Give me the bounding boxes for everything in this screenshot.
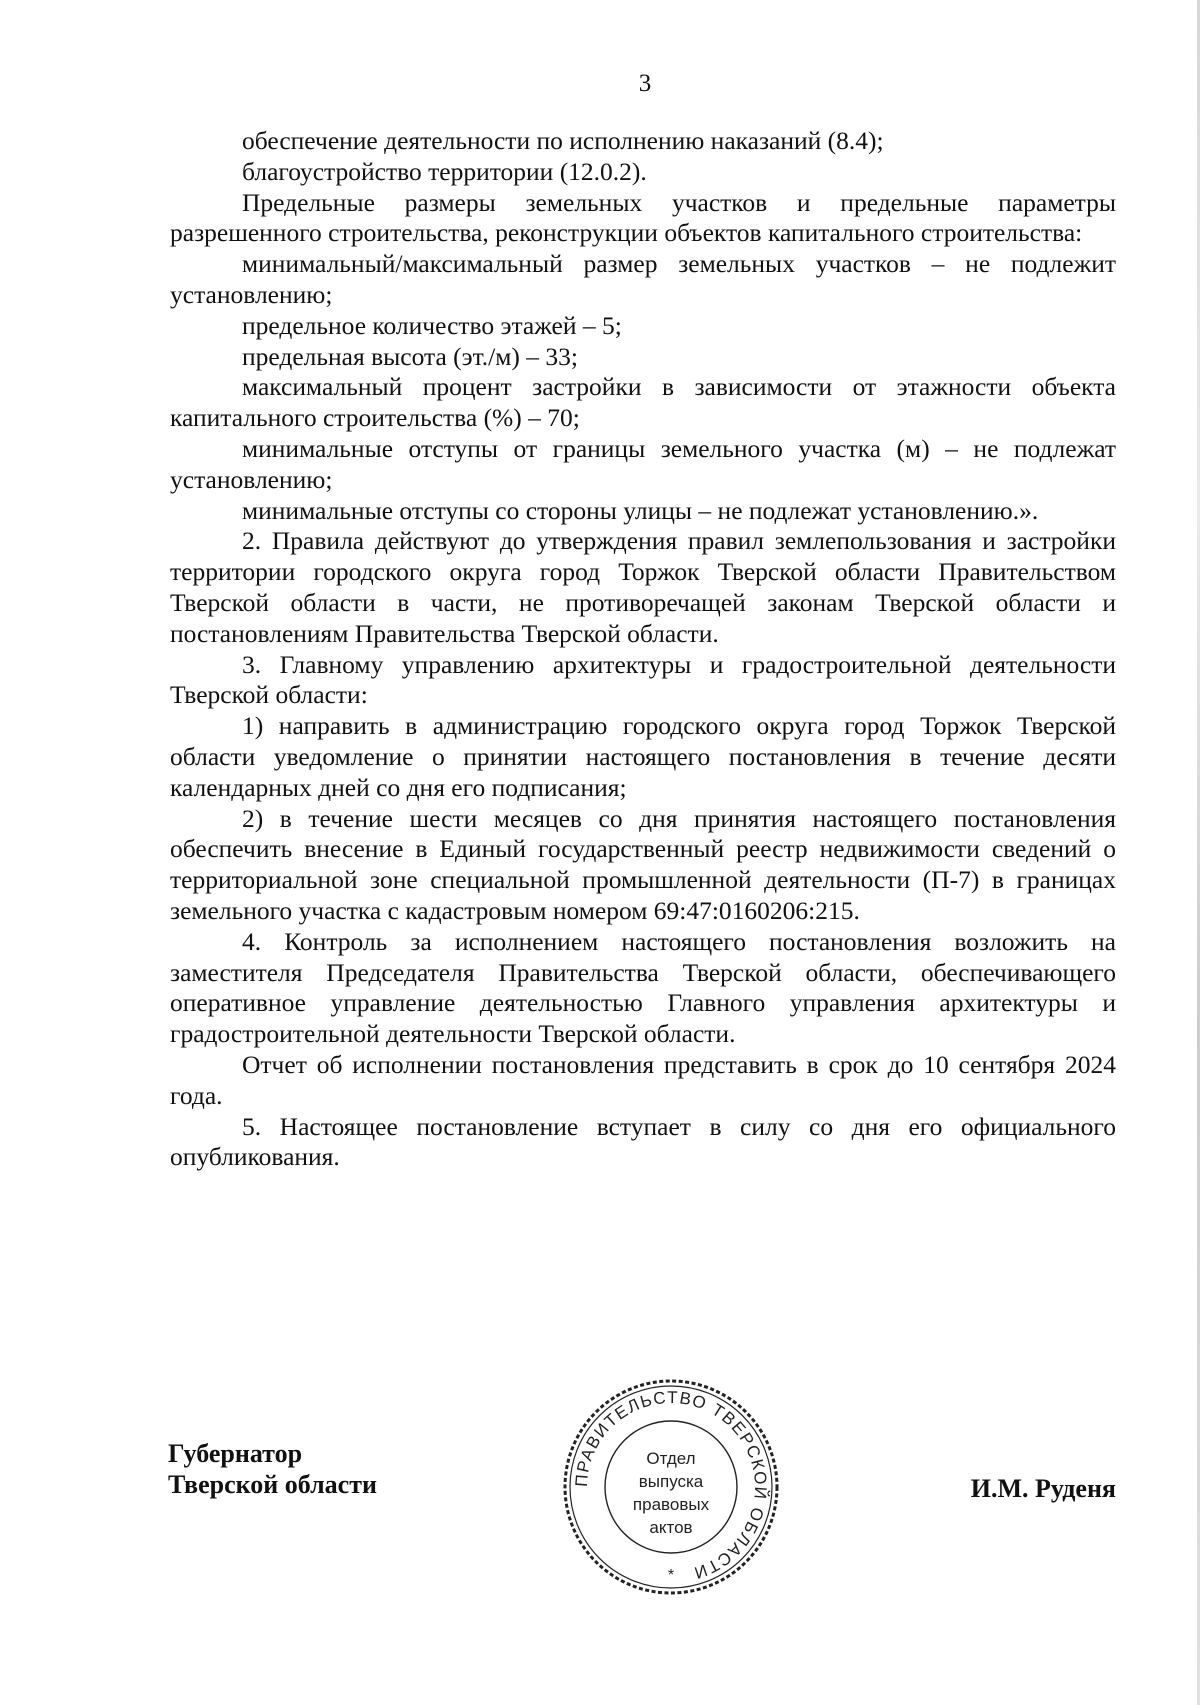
- paragraph-10: 2. Правила действуют до утверждения правил землепользования и застройки территории городского округа город Торжок Тверской области Правительством Тверской области в части, не противоречащей законам Тверской области и постановлениям Правительства Тверской области.: [170, 526, 1116, 648]
- paragraph-1: обеспечение деятельности по исполнению наказаний (8.4);: [242, 126, 884, 155]
- paragraph-4: минимальный/максимальный размер земельных участков – не подлежит установлению;: [170, 249, 1116, 309]
- signatory-position-line-2: Тверской области: [168, 1470, 377, 1499]
- paragraph-3: Предельные размеры земельных участков и предельные параметры разрешенного строительства, реконструкции объектов капитального строительства:: [170, 187, 1116, 248]
- stamp-center-line-3: правовых: [632, 1495, 710, 1514]
- signatory-name: И.М. Руденя: [970, 1474, 1116, 1503]
- paragraph-5: предельное количество этажей – 5;: [242, 310, 622, 340]
- paragraph-14: 4. Контроль за исполнением настоящего постановления возложить на заместителя Председателя Правительства Тверской области, обеспечивающего оперативное управление деятельностью Главного управления архитектуры и градостроительной деятельности Тверской области.: [170, 926, 1116, 1049]
- paragraph-2: благоустройство территории (12.0.2).: [242, 156, 647, 186]
- stamp-center-line-2: выпуска: [638, 1472, 704, 1491]
- paragraph-16: 5. Настоящее постановление вступает в силу со дня его официального опубликования.: [170, 1111, 1116, 1172]
- paragraph-11: 3. Главному управлению архитектуры и градостроительной деятельности Тверской области:: [170, 649, 1116, 710]
- paragraph-7: максимальный процент застройки в зависимости от этажности объекта капитального строительства (%) – 70;: [170, 372, 1116, 433]
- paragraph-9: минимальные отступы со стороны улицы – не подлежат установлению.».: [242, 495, 1039, 525]
- paragraph-6: предельная высота (эт./м) – 33;: [242, 341, 578, 371]
- stamp-center-line-1: Отдел: [646, 1449, 696, 1468]
- stamp-center-line-4: актов: [649, 1518, 693, 1537]
- document-body: [170, 126, 1116, 1173]
- signatory-position: [168, 1438, 377, 1500]
- signatory-position-line-1: Губернатор: [168, 1439, 303, 1468]
- paragraph-12: 1) направить в администрацию городского округа город Торжок Тверской области уведомление о принятии настоящего постановления в течение десяти календарных дней со дня его подписания;: [170, 711, 1116, 802]
- stamp-star: *: [667, 1567, 675, 1584]
- page-number: 3: [638, 70, 652, 97]
- paragraph-13: 2) в течение шести месяцев со дня принятия настоящего постановления обеспечить внесение в Единый государственный реестр недвижимости сведений о территориальной зоне специальной промышленной деятельности (П-7) в границах земельного участка с кадастровым номером 69:47:0160206:215.: [170, 803, 1116, 925]
- stamp-ring-text: ПРАВИТЕЛЬСТВО ТВЕРСКОЙ ОБЛАСТИ: [571, 1387, 771, 1583]
- paragraph-8: минимальные отступы от границы земельного участка (м) – не подлежат установлению;: [170, 433, 1116, 494]
- paragraph-15: Отчет об исполнении постановления представить в срок до 10 сентября 2024 года.: [170, 1049, 1116, 1110]
- official-stamp: [560, 1376, 782, 1598]
